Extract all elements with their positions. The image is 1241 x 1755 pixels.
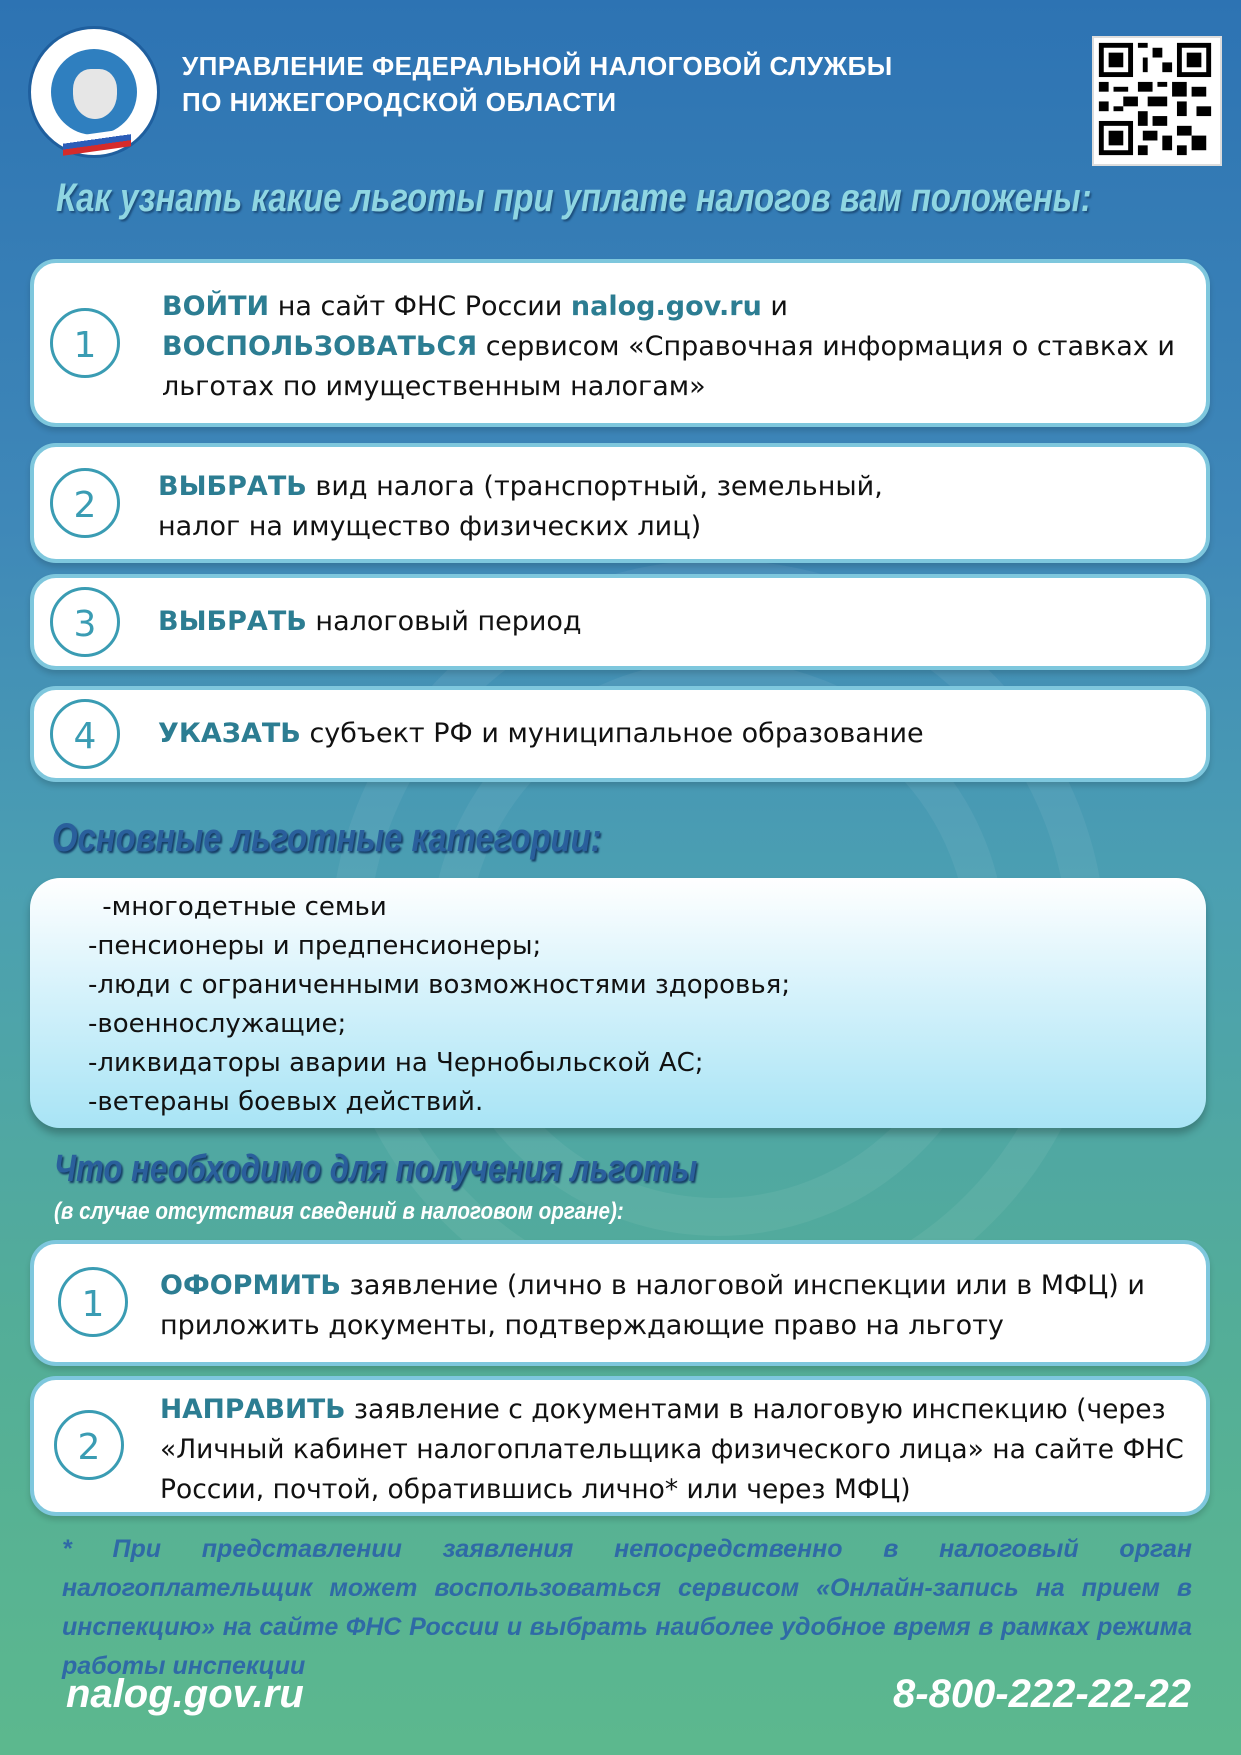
step-number: 2 [50,468,120,538]
footer-phone[interactable]: 8-800-222-22-22 [893,1672,1191,1716]
step-text: ОФОРМИТЬ заявление (лично в налоговой инспекции или в МФЦ) и приложить документы, подтверждающие право на льготу [160,1270,1145,1341]
step-text: УКАЗАТЬ субъект РФ и муниципальное образование [158,718,924,749]
list-item: -военнослужащие; [88,1009,347,1039]
header-title [182,48,893,120]
step-number: 1 [58,1267,128,1337]
step-keyword: УКАЗАТЬ [158,718,301,749]
section-3-title: Что необходимо для получения льготы [54,1148,698,1190]
step-keyword: НАПРАВИТЬ [160,1394,346,1425]
step-keyword: ВЫБРАТЬ [158,606,307,637]
step-card-3 [30,574,1210,670]
section-3-subtitle: (в случае отсутствия сведений в налоговом органе): [54,1198,624,1225]
categories-box [30,878,1206,1128]
step-card-2 [30,443,1210,563]
step-number: 4 [50,699,120,769]
step-keyword: ОФОРМИТЬ [160,1270,341,1301]
step-text: ВЫБРАТЬ вид налога (транспортный, земельный, налог на имущество физических лиц) [158,471,883,542]
step-number: 2 [54,1410,124,1480]
qr-code-icon[interactable] [1092,36,1222,166]
site-link[interactable]: nalog.gov.ru [570,291,762,322]
step-text: НАПРАВИТЬ заявление с документами в налоговую инспекцию (через «Личный кабинет налогоплательщика физического лица» на сайте ФНС России, почтой, обратившись лично* или через МФЦ) [160,1394,1184,1505]
list-item: -многодетные семьи [94,892,387,922]
step-keyword: ВОЙТИ [162,291,270,322]
section-1-title: Как узнать какие льготы при уплате налогов вам положены: [56,176,1092,220]
list-item: -ликвидаторы аварии на Чернобыльской АС; [88,1048,704,1078]
step-number: 3 [50,587,120,657]
step-card-apply-1 [30,1240,1210,1366]
step-text: ВЫБРАТЬ налоговый период [158,606,582,637]
step-card-4 [30,686,1210,782]
step-card-apply-2 [30,1376,1210,1516]
list-item: -ветераны боевых действий. [88,1087,484,1117]
fns-emblem-icon [28,26,160,158]
step-keyword: ВЫБРАТЬ [158,471,307,502]
org-line-2: ПО НИЖЕГОРОДСКОЙ ОБЛАСТИ [182,87,617,117]
footer-site-link[interactable]: nalog.gov.ru [66,1672,304,1716]
org-line-1: УПРАВЛЕНИЕ ФЕДЕРАЛЬНОЙ НАЛОГОВОЙ СЛУЖБЫ [182,51,893,81]
footnote: * При представлении заявления непосредственно в налоговый орган налогоплательщик может воспользоваться сервисом «Онлайн-запись на прием в инспекцию» на сайте ФНС России и выбрать наиболее удобное время в рамках режима работы инспекции [62,1535,1192,1680]
step-keyword: ВОСПОЛЬЗОВАТЬСЯ [162,331,478,362]
list-item: -люди с ограниченными возможностями здоровья; [88,970,791,1000]
list-item: -пенсионеры и предпенсионеры; [88,931,542,961]
section-2-title: Основные льготные категории: [52,816,602,860]
step-card-1 [30,259,1210,427]
step-text: ВОЙТИ на сайт ФНС России nalog.gov.ru и ВОСПОЛЬЗОВАТЬСЯ сервисом «Справочная информация о ставках и льготах по имущественным налогам» [162,291,1175,402]
step-number: 1 [50,308,120,378]
